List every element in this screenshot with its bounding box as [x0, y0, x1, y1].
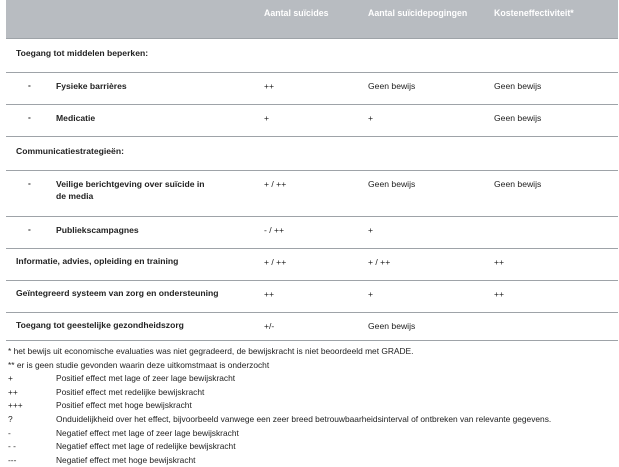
table-row	[6, 137, 618, 171]
table-row	[6, 171, 618, 217]
row-label: Informatie, advies, opleiding en training	[6, 249, 264, 281]
bullet-dash: -	[28, 80, 31, 90]
row-label	[6, 171, 264, 217]
row-label	[6, 217, 264, 249]
legend-item	[8, 454, 618, 467]
header-col-attempts: Aantal suïcidepogingen	[368, 0, 494, 39]
cell-attempts: Geen bewijs	[368, 313, 494, 341]
cell-suicides: + / ++	[264, 249, 368, 281]
header-col-suicides: Aantal suïcides	[264, 0, 368, 39]
legend-item	[8, 399, 618, 413]
cell-suicides: - / ++	[264, 217, 368, 249]
legend-text: Onduidelijkheid over het effect, bijvoorbeeld vanwege een zeer breed betrouwbaarheidsinterval of ontbreken van relevante gegevens.	[56, 413, 552, 424]
table-header-row	[6, 0, 618, 39]
legend-item	[8, 386, 618, 400]
table-row	[6, 249, 618, 281]
cell-suicides: + / ++	[264, 171, 368, 217]
legend-symbol: -	[8, 427, 11, 438]
legend-text: Negatief effect met hoge bewijskracht	[56, 454, 196, 465]
cell-cost-effectiveness: ++	[494, 249, 618, 281]
legend-symbol: +	[8, 373, 13, 384]
table-row	[6, 105, 618, 137]
table-row	[6, 281, 618, 313]
cell-attempts: + / ++	[368, 249, 494, 281]
cell-attempts: +	[368, 281, 494, 313]
bullet-dash: -	[28, 112, 31, 122]
footnotes	[6, 345, 618, 467]
cell-suicides: ++	[264, 281, 368, 313]
header-col-cost-effectiveness: Kosteneffectiviteit*	[494, 0, 618, 39]
legend-item	[8, 427, 618, 441]
cell-cost-effectiveness	[494, 217, 618, 249]
table-row	[6, 73, 618, 105]
bullet-dash: -	[28, 178, 31, 188]
cell-cost-effectiveness: Geen bewijs	[494, 171, 618, 217]
legend-symbol: +++	[8, 400, 23, 411]
row-label	[6, 73, 264, 105]
cell-suicides: ++	[264, 73, 368, 105]
row-label-text: Fysieke barrières	[56, 81, 127, 91]
row-label: Toegang tot geestelijke gezondheidszorg	[6, 313, 264, 341]
cell-suicides: +/-	[264, 313, 368, 341]
row-label-text: Medicatie	[56, 113, 96, 123]
footnote-grade: * het bewijs uit economische evaluaties was niet gegradeerd, de bewijskracht is niet beoordeeld met GRADE.	[8, 346, 414, 356]
table-row	[6, 313, 618, 341]
legend-symbol: ++	[8, 386, 18, 397]
legend-text: Negatief effect met lage of zeer lage bewijskracht	[56, 427, 239, 438]
cell-cost-effectiveness: ++	[494, 281, 618, 313]
footnote-no-study: ** er is geen studie gevonden waarin deze uitkomstmaat is onderzocht	[8, 359, 270, 370]
legend-item	[8, 440, 618, 454]
legend-text: Positief effect met hoge bewijskracht	[56, 400, 192, 411]
bullet-dash: -	[28, 224, 31, 234]
legend-symbol: - -	[8, 441, 16, 452]
legend-text: Positief effect met redelijke bewijskracht	[56, 386, 205, 397]
row-label-text: Publiekscampagnes	[56, 225, 139, 235]
section-label: Toegang tot middelen beperken:	[6, 39, 618, 73]
cell-attempts: Geen bewijs	[368, 171, 494, 217]
legend-symbol: ---	[8, 454, 17, 465]
row-label	[6, 105, 264, 137]
row-label-text: Veilige berichtgeving over suïcide in de media	[56, 179, 205, 201]
row-label: Geïntegreerd systeem van zorg en ondersteuning	[6, 281, 264, 313]
cell-attempts: +	[368, 217, 494, 249]
cell-cost-effectiveness: Geen bewijs	[494, 105, 618, 137]
cell-cost-effectiveness	[494, 313, 618, 341]
table-row	[6, 39, 618, 73]
cell-cost-effectiveness: Geen bewijs	[494, 73, 618, 105]
section-label: Communicatiestrategieën:	[6, 137, 618, 171]
cell-suicides: +	[264, 105, 368, 137]
legend-symbol: ?	[8, 413, 13, 424]
legend-text: Positief effect met lage of zeer lage bewijskracht	[56, 373, 236, 384]
legend-item	[8, 372, 618, 386]
legend-item	[8, 413, 618, 427]
header-col-intervention	[6, 0, 264, 39]
cell-attempts: Geen bewijs	[368, 73, 494, 105]
evidence-table	[6, 0, 618, 341]
legend-text: Negatief effect met lage of redelijke bewijskracht	[56, 441, 236, 452]
table-row	[6, 217, 618, 249]
cell-attempts: +	[368, 105, 494, 137]
evidence-table-document	[6, 0, 618, 467]
